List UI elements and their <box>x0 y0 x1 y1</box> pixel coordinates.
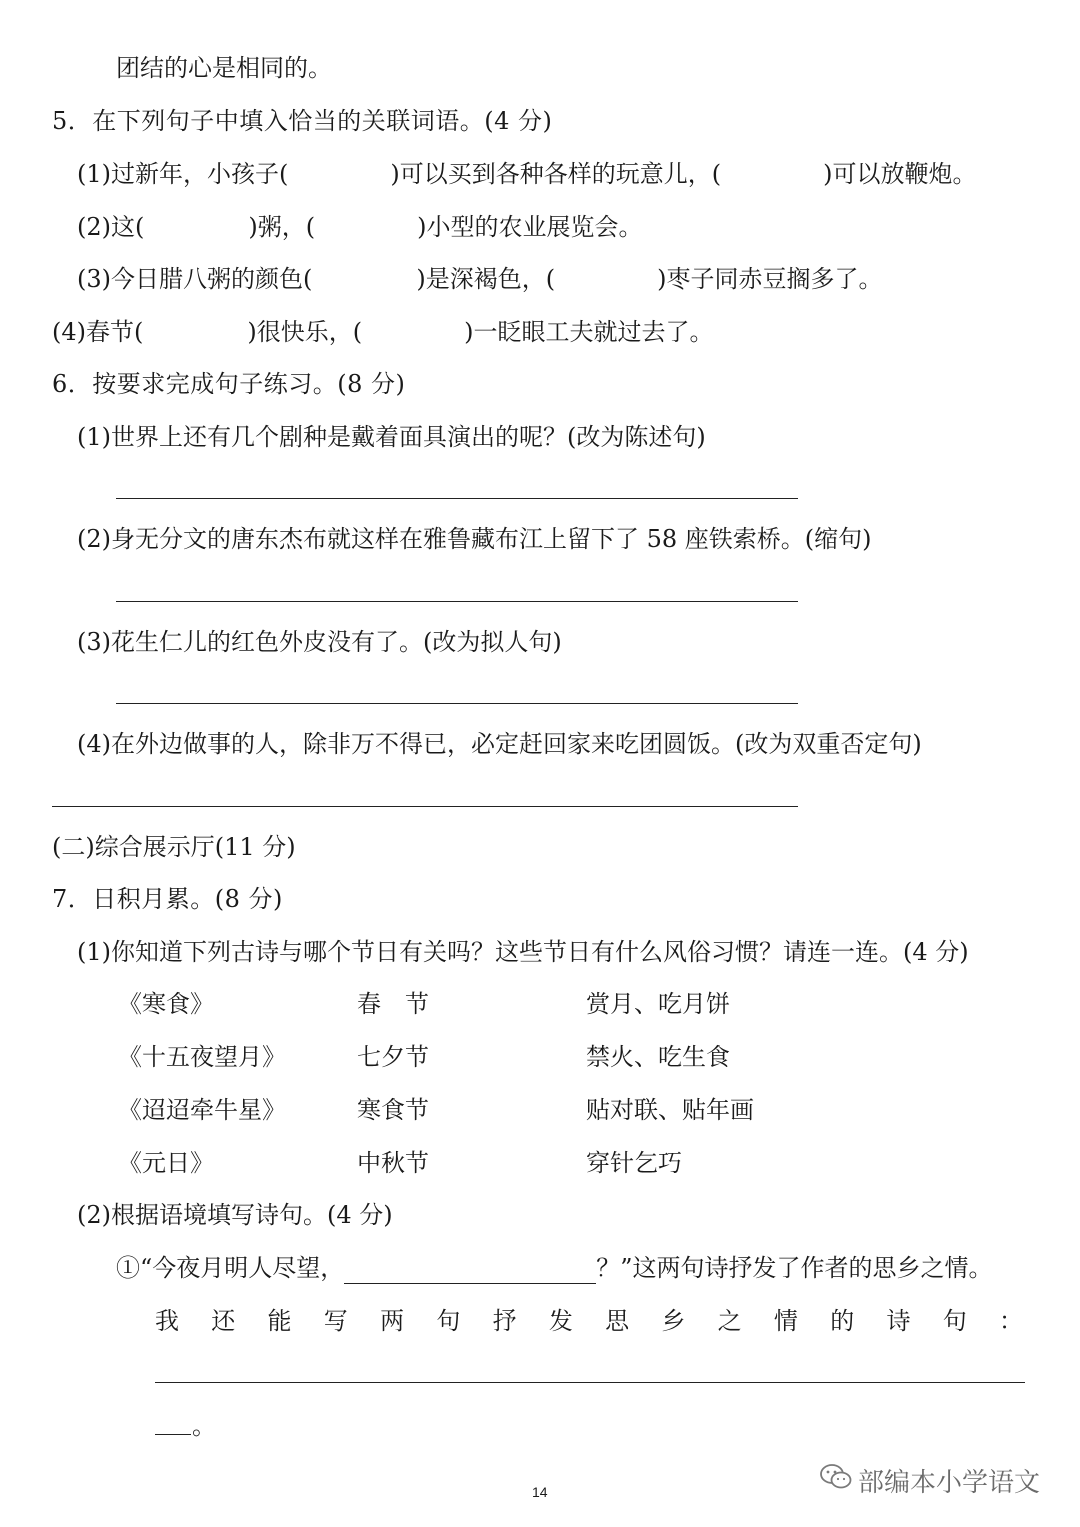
prompt-char: 还 <box>211 1307 236 1335</box>
q6-item-2: (2)身无分文的唐东杰布就这样在雅鲁藏布江上留下了 58 座铁索桥。(缩句) <box>77 525 872 553</box>
matching-poems-column <box>118 988 286 1200</box>
q7-2-subitem-1 <box>116 1252 993 1284</box>
q5-3-part-b: )是深褐色，( <box>416 265 556 293</box>
prompt-char: 能 <box>267 1307 292 1335</box>
q6-item-1: (1)世界上还有几个剧种是戴着面具演出的呢？(改为陈述句) <box>77 423 706 451</box>
poem-answer-line-tail[interactable] <box>155 1434 191 1435</box>
q5-2-part-a: (2)这( <box>77 213 145 241</box>
matching-festivals-column <box>357 988 429 1200</box>
matching-customs-column <box>586 988 754 1200</box>
prompt-char: 的 <box>830 1307 855 1335</box>
q5-2-part-b: )粥，( <box>248 213 316 241</box>
q7-2-suffix: ？”这两句诗抒发了作者的思乡之情。 <box>596 1254 993 1282</box>
prompt-char: 思 <box>605 1307 630 1335</box>
poem-item[interactable]: 《十五夜望月》 <box>118 1043 286 1071</box>
q6-2-answer-line[interactable] <box>116 601 798 602</box>
q5-4-part-a: (4)春节( <box>52 318 144 346</box>
prompt-char: 诗 <box>886 1307 911 1335</box>
custom-item[interactable]: 禁火、吃生食 <box>586 1043 730 1071</box>
q5-4-part-b: )很快乐，( <box>247 318 363 346</box>
question-7-title: 7．日积月累。(8 分) <box>52 885 283 913</box>
prompt-char: 句 <box>436 1307 461 1335</box>
q5-1-part-c: )可以放鞭炮。 <box>823 160 977 188</box>
wechat-icon <box>820 1463 858 1498</box>
custom-item[interactable]: 穿针乞巧 <box>586 1149 682 1177</box>
q5-item-3 <box>77 263 882 295</box>
custom-item[interactable]: 贴对联、贴年画 <box>586 1096 754 1124</box>
poem-answer-line[interactable] <box>155 1382 1025 1383</box>
question-5-title: 5．在下列句子中填入恰当的关联词语。(4 分) <box>52 107 553 135</box>
poem-item[interactable]: 《元日》 <box>118 1149 214 1177</box>
section-2-title: (二)综合展示厅(11 分) <box>52 833 296 861</box>
q7-item-2: (2)根据语境填写诗句。(4 分) <box>77 1201 393 1229</box>
poem-item[interactable]: 《寒食》 <box>118 990 214 1018</box>
q5-item-2 <box>77 211 642 243</box>
q7-2-prefix: ①“今夜月明人尽望， <box>116 1254 345 1282</box>
q5-4-part-c: )一眨眼工夫就过去了。 <box>464 318 714 346</box>
q6-1-answer-line[interactable] <box>116 498 798 499</box>
watermark-text: 部编本小学语文 <box>858 1468 1041 1498</box>
prompt-char: 写 <box>323 1307 348 1335</box>
festival-item[interactable]: 寒食节 <box>357 1096 429 1124</box>
poem-answer-end-mark: 。 <box>192 1412 216 1440</box>
q5-3-part-a: (3)今日腊八粥的颜色( <box>77 265 313 293</box>
carry-over-text: 团结的心是相同的。 <box>116 54 332 82</box>
q5-1-part-a: (1)过新年，小孩子( <box>77 160 289 188</box>
question-6-title: 6．按要求完成句子练习。(8 分) <box>52 370 406 398</box>
q6-item-4: (4)在外边做事的人，除非万不得已，必定赶回家来吃团圆饭。(改为双重否定句) <box>77 730 922 758</box>
q5-3-part-c: )枣子同赤豆搁多了。 <box>657 265 883 293</box>
custom-item[interactable]: 赏月、吃月饼 <box>586 990 730 1018</box>
q5-item-4 <box>52 316 713 348</box>
festival-item[interactable]: 七夕节 <box>357 1043 429 1071</box>
poem-item[interactable]: 《迢迢牵牛星》 <box>118 1096 286 1124</box>
q6-item-3: (3)花生仁儿的红色外皮没有了。(改为拟人句) <box>77 628 562 656</box>
q6-3-answer-line[interactable] <box>116 703 798 704</box>
page-number: 14 <box>532 1484 548 1500</box>
q5-item-1 <box>77 158 976 190</box>
prompt-char: 两 <box>380 1307 405 1335</box>
festival-item[interactable]: 春 节 <box>357 990 429 1018</box>
poem-line-blank[interactable] <box>344 1257 596 1284</box>
watermark <box>820 1462 1040 1499</box>
prompt-char: 情 <box>773 1307 798 1335</box>
festival-item[interactable]: 中秋节 <box>357 1149 429 1177</box>
prompt-char: ： <box>998 1307 1023 1335</box>
q5-1-part-b: )可以买到各种各样的玩意儿，( <box>390 160 722 188</box>
q7-2-prompt-spread <box>155 1305 1023 1337</box>
prompt-char: 我 <box>155 1307 179 1335</box>
prompt-char: 句 <box>942 1307 967 1335</box>
q6-4-answer-line[interactable] <box>52 806 798 807</box>
prompt-char: 乡 <box>661 1307 686 1335</box>
prompt-char: 发 <box>548 1307 573 1335</box>
prompt-char: 抒 <box>492 1307 517 1335</box>
prompt-char: 之 <box>717 1307 742 1335</box>
q5-2-part-c: )小型的农业展览会。 <box>417 213 643 241</box>
q7-item-1: (1)你知道下列古诗与哪个节日有关吗？这些节日有什么风俗习惯？请连一连。(4 分) <box>77 938 969 966</box>
